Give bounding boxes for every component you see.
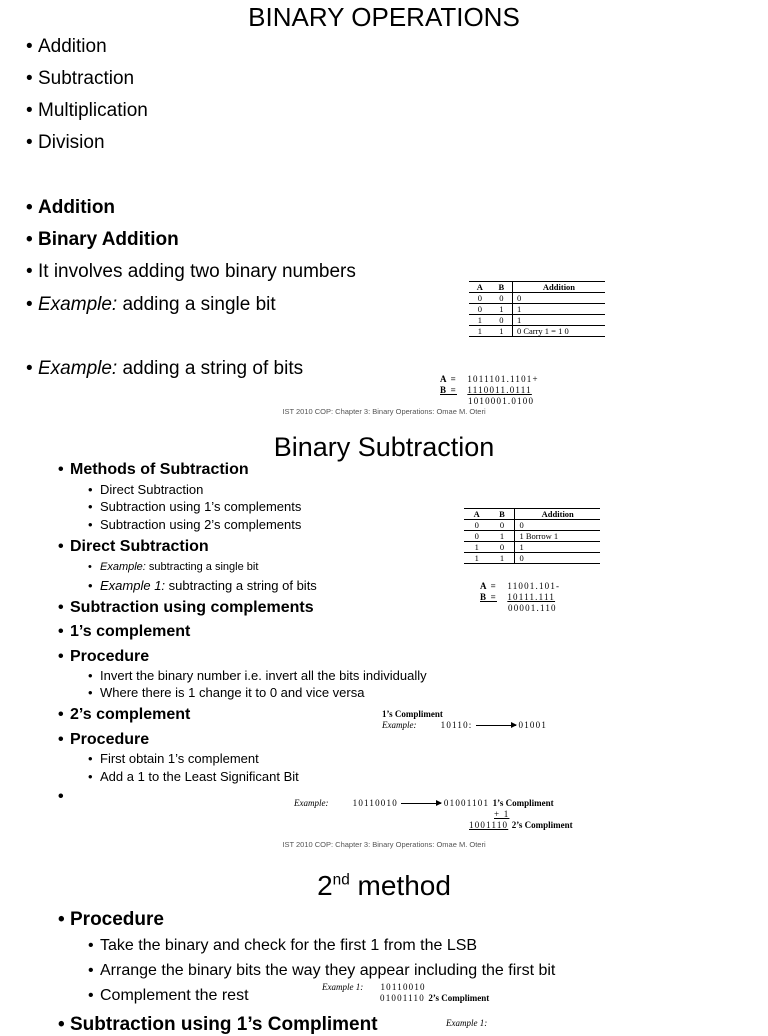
bullet-binary-addition: • Binary Addition [26,229,179,250]
bullet-direct-subtraction: • Direct Subtraction [58,538,209,555]
sub-bullet-complement-rest: • Complement the rest [88,987,249,1004]
bullet-division: • Division [26,132,105,153]
table-row: 1 1 0 [464,553,600,564]
bullet-procedure-2: • Procedure [58,731,150,748]
sub-bullet-check-first-1: • Take the binary and check for the first 1 from the LSB [88,937,478,954]
bullet-twos-complement: • 2’s complement [58,706,191,723]
bullet-involves: • It involves adding two binary numbers [26,261,356,282]
bullet-ones-complement: • 1’s complement [58,623,191,640]
slide-footer: IST 2010 COP: Chapter 3: Binary Operations: Omae M. Oteri [282,407,486,416]
slide-title: 2nd method [317,870,451,901]
twos-complement-example: Example: 10110010 01001101 1’s Compliment + 1 1001110 2’s Compliment [294,798,573,830]
bullet-example-single: • Example: adding a single bit [26,294,276,315]
bullet-methods: • Methods of Subtraction [58,461,249,478]
sub-bullet-direct: • Direct Subtraction [88,482,204,497]
sub-bullet-arrange: • Arrange the binary bits the way they appear including the first bit [88,962,556,979]
bullet-procedure: • Procedure [58,648,150,665]
slide-title: BINARY OPERATIONS [248,2,520,32]
sub-bullet-ones: • Subtraction using 1’s complements [88,499,302,514]
bullet-empty: • [58,788,64,805]
bullet-subtraction: • Subtraction [26,68,135,89]
bullet-subtraction-ones-partial: • Subtraction using 1’s Compliment [58,1014,378,1035]
sub-bullet-example-single: • Example: subtracting a single bit [88,561,259,573]
ones-complement-example: 1’s Compliment Example: 10110: 01001 [382,709,548,730]
table-row: 0 0 0 [464,520,600,531]
sub-bullet-twos: • Subtraction using 2’s complements [88,517,302,532]
table-row: 0 1 1 [469,304,605,315]
arrow-icon [401,803,441,804]
sub-bullet-add-lsb: • Add a 1 to the Least Significant Bit [88,769,299,784]
partial-example: Example 1: [446,1018,488,1028]
subtraction-truth-table: A B Addition 0 0 0 0 1 1 Borrow 1 1 0 1 1 1 0 [464,508,600,564]
bullet-addition-heading: • Addition [26,197,116,218]
bullet-subtraction-complements: • Subtraction using complements [58,599,314,616]
sub-bullet-invert: • Invert the binary number i.e. invert all the bits individually [88,668,427,683]
table-row: 1 1 0 Carry 1 = 1 0 [469,326,605,337]
table-row: 0 0 0 [469,293,605,304]
slide-2nd-method [0,860,768,1035]
bullet-multiplication: • Multiplication [26,100,148,121]
slide-title: Binary Subtraction [273,432,495,462]
bullet-procedure: • Procedure [58,909,164,930]
arrow-icon [476,725,516,726]
bullet-example-string: • Example: adding a string of bits [26,358,304,379]
bullet-addition: • Addition [26,36,107,57]
table-row: 0 1 1 Borrow 1 [464,531,600,542]
addition-truth-table: A B Addition 0 0 0 0 1 1 1 0 1 1 1 0 Carry 1 = 1 0 [469,281,605,337]
slide-binary-subtraction [0,426,768,854]
sub-bullet-example-string: • Example 1: subtracting a string of bits [88,578,317,593]
slide-binary-operations [0,0,768,420]
slide-footer: IST 2010 COP: Chapter 3: Binary Operations: Omae M. Oteri [282,840,486,849]
sub-bullet-change: • Where there is 1 change it to 0 and vice versa [88,685,365,700]
subtraction-string-example: A = 11001.101- B = 10111.111 00001.110 [480,581,561,613]
sub-bullet-first-obtain: • First obtain 1’s complement [88,751,259,766]
table-row: 1 0 1 [469,315,605,326]
addition-string-example: A = 1011101.1101+ B = 1110011.0111 1010001.0100 [440,374,539,406]
second-method-example: Example 1: 10110010 01001110 2’s Compliment [322,982,490,1003]
table-row: 1 0 1 [464,542,600,553]
